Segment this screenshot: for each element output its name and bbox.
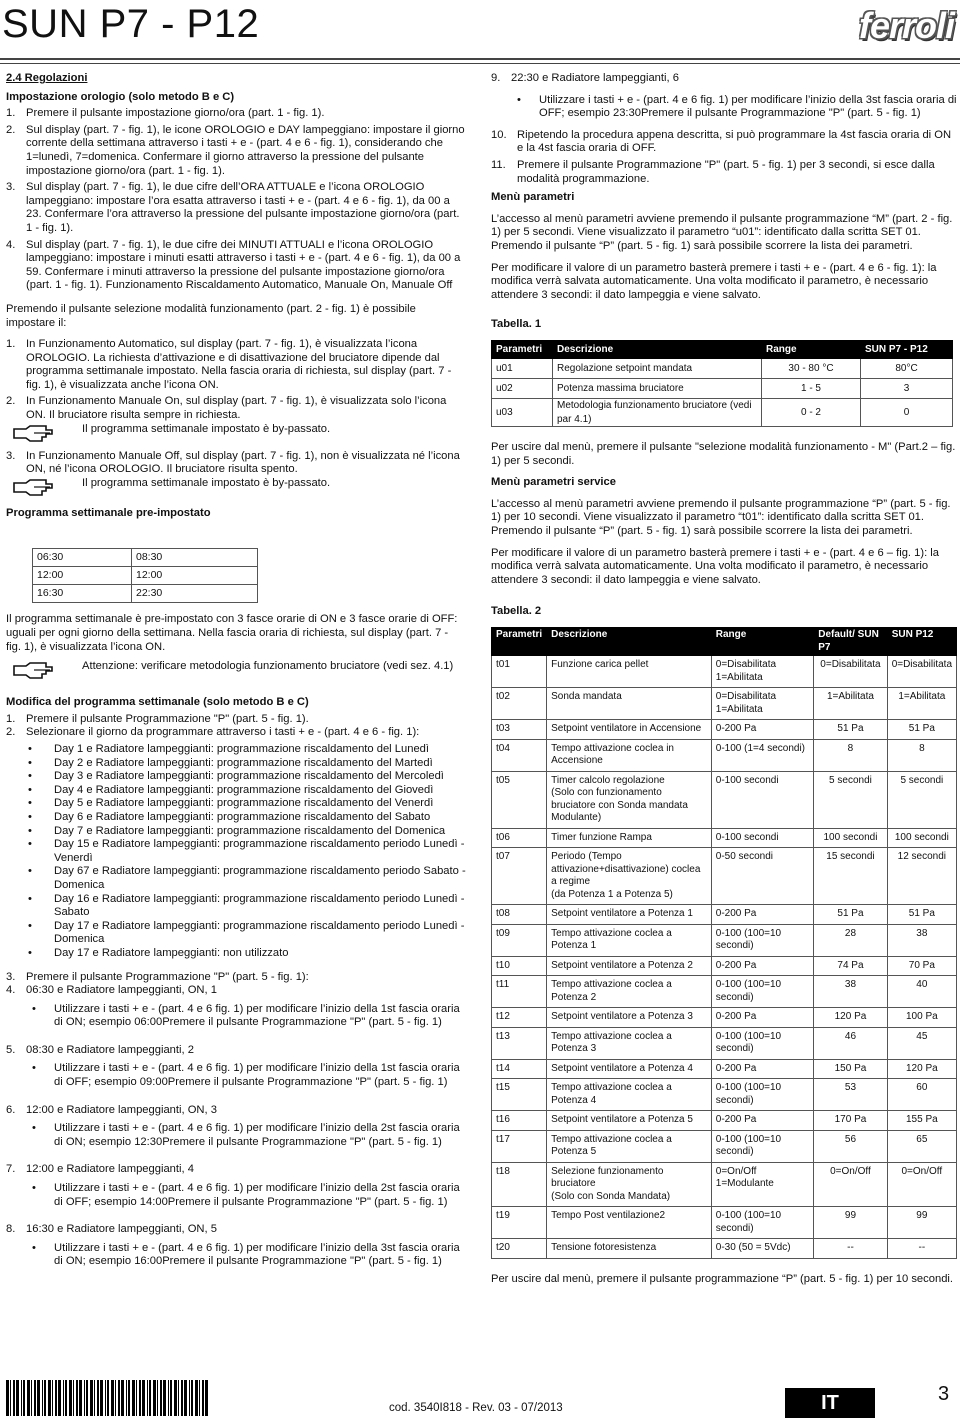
barcode-bar <box>136 1380 137 1416</box>
table-cell: Tempo attivazione coclea a Potenza 3 <box>547 1027 712 1059</box>
slot-heading: 08:30 e Radiatore lampeggianti, 2 <box>26 1043 194 1056</box>
table-cell: Tempo attivazione coclea a Potenza 4 <box>547 1079 712 1111</box>
table-cell: 120 Pa <box>814 1008 887 1028</box>
table-cell: Tensione fotoresistenza <box>547 1239 712 1259</box>
list-item: Day 67 e Radiatore lampeggianti: programmazione riscaldamento periodo Sabato - Domenica <box>54 865 466 891</box>
modify-step: Premere il pulsante Programmazione "P" (part. 5 - fig. 1): <box>26 970 309 983</box>
barcode-bar <box>191 1380 193 1416</box>
barcode-bar <box>205 1380 208 1416</box>
list-item: Day 17 e Radiatore lampeggianti: non utilizzato <box>54 946 289 959</box>
pointing-hand-icon <box>12 423 56 445</box>
note-text: Il programma settimanale impostato è by-passato. <box>82 476 331 489</box>
barcode-bar <box>153 1380 156 1416</box>
list-item: Day 4 e Radiatore lampeggianti: programmazione riscaldamento del Giovedì <box>54 783 434 796</box>
clock-step: Sul display (part. 7 - fig. 1), le icone OROLOGIO e DAY lampeggiano: impostare il giorno corrente della settimana attraverso i tasti + e - (part. 4 e 6 - fig. 1), considerando che 1=lunedì, 7=domenica. Confermare il giorno attraverso la pressione del pulsante impostazione giorno/ora (part. 1 - fig. 1). <box>26 123 465 177</box>
table-cell: 0-100 (100=10 secondi) <box>711 1027 813 1059</box>
table-row <box>492 1059 957 1079</box>
barcode-bar <box>118 1380 120 1416</box>
list-item: Day 2 e Radiatore lampeggianti: programmazione riscaldamento del Martedì <box>54 756 433 769</box>
list-item: Day 17 e Radiatore lampeggianti: programmazione riscaldamento periodo Lunedì - Domenica <box>54 919 465 946</box>
barcode-bar <box>76 1380 78 1416</box>
table-cell: 8 <box>814 739 887 771</box>
mode-manual-off: In Funzionamento Manuale Off, sul display (part. 7 - fig. 1), non è visualizzata né l’icona ON, né l’icona OROLOGIO. Il bruciatore risulta spento. <box>26 449 460 476</box>
table-cell: t07 <box>492 848 547 905</box>
table-cell: 51 Pa <box>887 905 956 925</box>
table-cell: Funzione carica pellet <box>547 656 712 688</box>
table-row <box>492 1027 957 1059</box>
table-row: u01 Regolazione setpoint mandata 30 - 80 °C 80°C <box>492 358 953 378</box>
barcode-bar <box>142 1380 145 1416</box>
table-row <box>492 924 957 956</box>
slot-heading: 16:30 e Radiatore lampeggianti, ON, 5 <box>26 1223 217 1236</box>
barcode-bar <box>58 1380 61 1416</box>
barcode-bar <box>84 1380 85 1416</box>
table-row <box>492 1207 957 1239</box>
barcode-bar <box>199 1380 200 1416</box>
barcode-bar <box>126 1380 127 1416</box>
barcode-bar <box>37 1380 40 1416</box>
note-text: Attenzione: verificare metodologia funzionamento bruciatore (vedi sez. 4.1) <box>82 660 454 673</box>
barcode-bar <box>10 1380 11 1416</box>
slot-heading: 22:30 e Radiatore lampeggianti, 6 <box>511 72 679 84</box>
day-list: • Day 1 e Radiatore lampeggianti: programmazione riscaldamento del Lunedì • Day 2 e Radiatore lampeggianti: programmazione riscaldamento del Martedì • Day 3 e Radiatore lampeggianti: programmazione riscaldamento del Mercoledì • Day 4 e Radiatore lampeggianti: programmazione riscaldamento del Giovedì • Day 5 e Radiatore lampeggianti: programmazione riscaldamento del Venerdì • Day 6 e Radiatore lampeggianti: programmazione riscaldamento del Sabato • Day 7 e Radiatore lampeggianti: programmazione riscaldamento del Domenica • Day 15 e Radiatore lampeggianti: programmazione riscaldamento periodo Lunedì - Venerdì • Day 67 e Radiatore lampeggianti: programmazione riscaldamento periodo Sabato - Domenica • Day 16 e Radiatore lampeggianti: programmazione riscaldamento periodo Lunedì - Sabato • Day 17 e Radiatore lampeggianti: programmazione riscaldamento periodo Lunedì - Domenica • Day 17 e Radiatore lampeggianti: non utilizzato <box>28 743 466 959</box>
table-row <box>492 956 957 976</box>
table-cell: 0=On/Off 1=Modulante <box>711 1162 813 1207</box>
barcode-bar <box>27 1380 30 1416</box>
slot-instruction: Utilizzare i tasti + e - (part. 4 e 6 fig. 1) per modificare l’inizio della 2st fascia oraria di OFF; esempio 14:00Premere il pulsante Programmazione "P" (part. 5 - fig. 1) <box>54 1182 460 1208</box>
modify-step: Selezionare il giorno da programmare attraverso i tasti + e - (part. 4 e 6 - fig. 1): <box>26 726 420 739</box>
header-rule <box>0 58 960 60</box>
table-cell: Setpoint ventilatore a Potenza 3 <box>547 1008 712 1028</box>
table-row <box>492 1162 957 1207</box>
barcode-bar <box>69 1380 72 1416</box>
table-cell: t08 <box>492 905 547 925</box>
note-bypass-1 <box>6 423 466 445</box>
exit-paragraph: Per uscire dal menù, premere il pulsante "selezione modalità funzionamento - M" (Part.2 – fig. 1) per 5 secondi. <box>491 441 956 467</box>
table-cell: 65 <box>887 1130 956 1162</box>
table-cell: 0-100 (100=10 secondi) <box>711 1079 813 1111</box>
table-cell: 0-200 Pa <box>711 905 813 925</box>
barcode-bar <box>42 1380 43 1416</box>
barcode-bar <box>55 1380 57 1416</box>
preset-table <box>32 548 258 603</box>
modify-step: Premere il pulsante Programmazione "P" (part. 5 - fig. 1). <box>26 712 309 725</box>
header-rule-thin <box>0 63 960 64</box>
table-cell: Setpoint ventilatore a Potenza 2 <box>547 956 712 976</box>
clock-step: Sul display (part. 7 - fig. 1), le due cifre dell’ORA ATTUALE e l’icona OROLOGIO lampeggiano: impostare l’ora esatta attraverso i tasti + e - (part. 4 e 6 - fig. 1), da 00 a 23. Confermare l’ora attraverso la pressione del pulsante impostazione giorno/ora (part. 1 - fig. 1). <box>26 181 460 234</box>
table-cell: Tempo attivazione coclea in Accensione <box>547 739 712 771</box>
table-cell: 51 Pa <box>887 720 956 740</box>
barcode-bar <box>178 1380 179 1416</box>
document-code: cod. 3540I818 - Rev. 03 - 07/2013 <box>389 1402 563 1414</box>
barcode-bar <box>44 1380 46 1416</box>
table-row <box>492 688 957 720</box>
table-cell: 5 secondi <box>887 771 956 828</box>
table-cell: t05 <box>492 771 547 828</box>
table-row <box>492 1130 957 1162</box>
table-cell: Setpoint ventilatore a Potenza 4 <box>547 1059 712 1079</box>
table-row: 12:00 12:00 <box>33 567 258 585</box>
clock-steps: 1. Premere il pulsante impostazione giorno/ora (part. 1 - fig. 1). 2. Sul display (part. 7 - fig. 1), le icone OROLOGIO e DAY lampeggiano: impostare il giorno corrente della settimana attraverso i tasti + e - (part. 4 e 6 - fig. 1), considerando che 1=lunedì, 7=domenica. Confermare il giorno attraverso la pressione del pulsante impostazione giorno/ora (part. 1 - fig. 1). 3. Sul display (part. 7 - fig. 1), le due cifre dell’ORA ATTUALE e l’icona OROLOGIO lampeggiano: impostare l’ora esatta attraverso i tasti + e - (part. 4 e 6 - fig. 1), da 00 a 23. Confermare l’ora attraverso la pressione del pulsante impostazione giorno/ora (part. 1 - fig. 1). 4. Sul display (part. 7 - fig. 1), le due cifre dei MINUTI ATTUALI e l’icona OROLOGIO lampeggiano: impostare i minuti esatti attraverso i tasti + e - (part. 4 e 6 - fig. 1), da 00 a 59. Confermare i minuti attraverso la pressione del pulsante impostazione giorno/ora (part. 1 - fig. 1). Funzionamento Riscaldamento Automatico, Manuale On, Manuale Off <box>6 107 465 292</box>
note-bypass-2 <box>6 477 466 499</box>
table-cell: Tempo Post ventilazione2 <box>547 1207 712 1239</box>
table-cell: t03 <box>492 720 547 740</box>
modify-heading: Modifica del programma settimanale (solo metodo B e C) <box>6 696 309 709</box>
note-attention <box>6 660 466 682</box>
table-cell: t20 <box>492 1239 547 1259</box>
table-cell: 28 <box>814 924 887 956</box>
table-cell: 1=Abilitata <box>814 688 887 720</box>
barcode-bar <box>97 1380 99 1416</box>
table-cell: 100 secondi <box>814 828 887 848</box>
section-heading: 2.4 Regolazioni <box>6 72 88 84</box>
barcode-bar <box>121 1380 124 1416</box>
barcode-bar <box>128 1380 130 1416</box>
table-cell: -- <box>814 1239 887 1259</box>
table-cell: 51 Pa <box>814 905 887 925</box>
note-text: Il programma settimanale impostato è by-passato. <box>82 422 331 435</box>
table-cell: 8 <box>887 739 956 771</box>
list-item: Day 15 e Radiatore lampeggianti: programmazione riscaldamento periodo Lunedì - Venerdì <box>54 838 465 864</box>
table-cell: t13 <box>492 1027 547 1059</box>
table-row <box>492 771 957 828</box>
menu-paragraph: L’accesso al menù parametri avviene premendo il pulsante programmazione “M” (part. 2 - fig. 1) per 5 secondi. Viene visualizzato il parametro “u01”: identificato dalla scritta SET 01. Premendo il pulsante “P” (part. 5 - fig. 1) sarà possibile scorrere la lista dei parametri. <box>491 212 953 252</box>
brand-logo: ferroli <box>858 5 954 46</box>
table-cell: 150 Pa <box>814 1059 887 1079</box>
menu-heading: Menù parametri <box>491 191 575 204</box>
table-row <box>492 1111 957 1131</box>
document-title: SUN P7 - P12 <box>2 2 260 46</box>
barcode-bar <box>94 1380 95 1416</box>
barcode-bar <box>34 1380 36 1416</box>
list-item: Day 1 e Radiatore lampeggianti: programmazione riscaldamento del Lunedì <box>54 743 429 755</box>
table-row: u03 Metodologia funzionamento bruciatore (vedi par 4.1) 0 - 2 0 <box>492 398 953 426</box>
table-cell: t16 <box>492 1111 547 1131</box>
table-cell: Setpoint ventilatore a Potenza 1 <box>547 905 712 925</box>
barcode-bar <box>16 1380 19 1416</box>
table-cell: 170 Pa <box>814 1111 887 1131</box>
table-cell: 15 secondi <box>814 848 887 905</box>
service-heading: Menù parametri service <box>491 476 616 489</box>
table-row <box>492 720 957 740</box>
table-cell: Tempo attivazione coclea a Potenza 5 <box>547 1130 712 1162</box>
table-cell: 53 <box>814 1079 887 1111</box>
table-cell: 0-100 secondi <box>711 828 813 848</box>
preset-text: Il programma settimanale è pre-impostato con 3 fasce orarie di ON e 3 fasce orarie di OFF: uguali per ogni giorno della settimana. Nella fascia oraria di richiesta, sul display (part. 7 - fig. 1), è visualizzata l’icona ON. <box>6 613 458 653</box>
table-cell: 12 secondi <box>887 848 956 905</box>
barcode-bar <box>181 1380 183 1416</box>
modify-step: Ripetendo la procedura appena descritta, si può programmare la 4st fascia oraria di ON e la 4st fascia oraria di OFF. <box>517 128 952 155</box>
table-row <box>492 828 957 848</box>
table-header: Parametri Descrizione Range SUN P7 - P12 <box>492 340 953 358</box>
table-cell: 0=Disabilitata 1=Abilitata <box>711 688 813 720</box>
table-cell: 0-100 (100=10 secondi) <box>711 1130 813 1162</box>
table-cell: 120 Pa <box>887 1059 956 1079</box>
barcode-bar <box>52 1380 53 1416</box>
barcode-bar <box>170 1380 172 1416</box>
table-cell: Setpoint ventilatore a Potenza 5 <box>547 1111 712 1131</box>
table-cell: 0-100 (100=10 secondi) <box>711 1207 813 1239</box>
barcode-bar <box>21 1380 22 1416</box>
barcode-bar <box>149 1380 151 1416</box>
table-cell: 40 <box>887 976 956 1008</box>
barcode-bar <box>31 1380 32 1416</box>
slot-instruction: Utilizzare i tasti + e - (part. 4 e 6 fig. 1) per modificare l’inizio della 2st fascia oraria di ON; esempio 12:30Premere il pulsante Programmazione "P" (part. 5 - fig. 1) <box>54 1122 460 1148</box>
table-cell: -- <box>887 1239 956 1259</box>
table-cell: t09 <box>492 924 547 956</box>
table-row: u02 Potenza massima bruciatore 1 - 5 3 <box>492 378 953 398</box>
barcode-bar <box>73 1380 74 1416</box>
barcode-bar <box>147 1380 148 1416</box>
table-cell: Tempo attivazione coclea a Potenza 2 <box>547 976 712 1008</box>
table-cell: 99 <box>887 1207 956 1239</box>
mode-manual-on: In Funzionamento Manuale On, sul display (part. 7 - fig. 1), è visualizzata solo l’icona ON. Il bruciatore risulta sempre in richiesta. <box>26 395 447 422</box>
barcode-bar <box>160 1380 162 1416</box>
table-cell: t11 <box>492 976 547 1008</box>
barcode-bar <box>195 1380 198 1416</box>
slot-heading: 12:00 e Radiatore lampeggianti, ON, 3 <box>26 1103 217 1116</box>
table-cell: 45 <box>887 1027 956 1059</box>
mode-intro: Premendo il pulsante selezione modalità funzionamento (part. 2 - fig. 1) è possibile impostare il: <box>6 302 416 329</box>
table-cell: 0-200 Pa <box>711 720 813 740</box>
table-cell: 5 secondi <box>814 771 887 828</box>
slot-instruction: Utilizzare i tasti + e - (part. 4 e 6 fig. 1) per modificare l’inizio della 1st fascia oraria di ON; esempio 06:00Premere il pulsante Programmazione "P" (part. 5 - fig. 1) <box>54 1002 460 1029</box>
table-cell: 0-50 secondi <box>711 848 813 905</box>
table2-title: Tabella. 2 <box>491 605 542 618</box>
language-badge: IT <box>785 1388 875 1418</box>
table-cell: 0-100 secondi <box>711 771 813 828</box>
table-cell: 155 Pa <box>887 1111 956 1131</box>
barcode-bar <box>189 1380 190 1416</box>
list-item: Day 16 e Radiatore lampeggianti: programmazione riscaldamento periodo Lunedì - Sabato <box>54 892 465 919</box>
table-cell: t02 <box>492 688 547 720</box>
table-cell: 70 Pa <box>887 956 956 976</box>
pointing-hand-icon <box>12 660 56 682</box>
table1-title: Tabella. 1 <box>491 318 542 331</box>
table-row <box>492 1008 957 1028</box>
table-row <box>492 1079 957 1111</box>
table-cell: Timer calcolo regolazione (Solo con funzionamento bruciatore con Sonda mandata Modulante) <box>547 771 712 828</box>
table-row <box>492 1239 957 1259</box>
table-cell: Timer funzione Rampa <box>547 828 712 848</box>
table-cell: 38 <box>814 976 887 1008</box>
table-row: 06:30 08:30 <box>33 549 258 567</box>
barcode-bar <box>86 1380 88 1416</box>
table-cell: t14 <box>492 1059 547 1079</box>
barcode-bar <box>139 1380 141 1416</box>
barcode-bar <box>65 1380 67 1416</box>
left-column: 2.4 Regolazioni Impostazione orologio (solo metodo B e C) 1. Premere il pulsante impostazione giorno/ora (part. 1 - fig. 1). 2. Sul display (part. 7 - fig. 1), le icone OROLOGIO e DAY lampeggiano: impostare il giorno corrente della settimana attraverso i tasti + e - (part. 4 e 6 - fig. 1), considerando che 1=lunedì, 7=domenica. Confermare il giorno attraverso la pressione del pulsante impostazione giorno/ora (part. 1 - fig. 1). 3. Sul display (part. 7 - fig. 1), le due cifre dell’ORA ATTUALE e l’icona OROLOGIO lampeggiano: impostare l’ora esatta attraverso i tasti + e - (part. 4 e 6 - fig. 1), da 00 a 23. Confermare l’ora attraverso la pressione del pulsante impostazione giorno/ora (part. 1 - fig. 1). 4. Sul display (part. 7 - fig. 1), le due cifre dei MINUTI ATTUALI e l’icona OROLOGIO lampeggiano: impostare i minuti esatti attraverso i tasti + e - (part. 4 e 6 - fig. 1), da 00 a 59. Confermare i minuti attraverso la pressione del pulsante impostazione giorno/ora (part. 1 - fig. 1). Funzionamento Riscaldamento Automatico, Manuale On, Manuale Off Premendo il pulsante selezione modalità funzionamento (part. 2 - fig. 1) è possibile impostare il: 1. In Funzionamento Automatico, sul display (part. 7 - fig. 1), è visualizzata l’icona OROLOGIO. La richiesta d’attivazione e di disattivazione del bruciatore dipende dal programma settimanale impostato. Nella fascia oraria di richiesta, sul display (part. 7 - fig. 1), è visualizzata anche l’icona ON. 2. In Funzionamento Manuale On, sul display (part. 7 - fig. 1), è visualizzata solo l’icona ON. Il bruciatore risulta sempre in richiesta. Il programma settimanale impostato è by-passato. 3. In Funzionamento Manuale Off, sul display (part. 7 - fig. 1), non è visualizzata né l’icona ON, né l’icona OROLOGIO. Il bruciatore risulta spento. Il programma settimanale impostato è by-passato. Programma settimanale pre-impostato 06:30 08:30 12:00 12:00 16:30 22:30 Il programma settimanale è pre-impostato con 3 fasce orarie di ON e 3 fasce orarie di OFF: uguali per ogni giorno della settimana. Nella fascia oraria di richiesta, sul display (part. 7 - fig. 1), è visualizzata l’icona ON. Attenzione: verificare metodologia funzionamento bruciatore (vedi sez. 4.1) Modifica del programma settimanale (solo metodo B e C) 1. Premere il pulsante Programmazione "P" (part. 5 - fig. 1). 2. Selezionare il giorno da programmare attraverso i tasti + e - (part. 4 e 6 - fig. 1): • Day 1 e Radiatore lampeggianti: programmazione riscaldamento del Lunedì • Day 2 e Radiatore lampeggianti: programmazione riscaldamento del Martedì • Day 3 e Radiatore lampeggianti: programmazione riscaldamento del Mercoledì • Day 4 e Radiatore lampeggianti: programmazione riscaldamento del Giovedì • Day 5 e Radiatore lampeggianti: programmazione riscaldamento del Venerdì • Day 6 e Radiatore lampeggianti: programmazione riscaldamento del Sabato • Day 7 e Radiatore lampeggianti: programmazione riscaldamento del Domenica • Day 15 e Radiatore lampeggianti: programmazione riscaldamento periodo Lunedì - Venerdì • Day 67 e Radiatore lampeggianti: programmazione riscaldamento periodo Sabato - Domenica • Day 16 e Radiatore lampeggianti: programmazione riscaldamento periodo Lunedì - Sabato • Day 17 e Radiatore lampeggianti: programmazione riscaldamento periodo Lunedì - Domenica • Day 17 e Radiatore lampeggianti: non utilizzato 3. Premere il pulsante Programmazione "P" (part. 5 - fig. 1): 4. 06:30 e Radiatore lampeggianti, ON, 1 • Utilizzare i tasti + e - (part. 4 e 6 fig. 1) per modificare l’inizio della 1st fascia oraria di ON; esempio 06:00Premere il pulsante Programmazione "P" (part. 5 - fig. 1) 5. 08:30 e Radiatore lampeggianti, 2 • Utilizzare i tasti + e - (part. 4 e 6 fig. 1) per modificare l’inizio della 1st fascia oraria di OFF; esempio 09:00Premere il pulsante Programmazione "P" (part. 5 - fig. 1) 6. 12:00 e Radiatore lampeggianti, ON, 3 • Utilizzare i tasti + e - (part. 4 e 6 fig. 1) per modificare l’inizio della 2st fascia oraria di ON; esempio 12:30Premere il pulsante Programmazione "P" (part. 5 - fig. 1) 7. 12:00 e Radiatore lampeggianti, 4 • Utilizzare i tasti + e - (part. 4 e 6 fig. 1) per modificare l’inizio della 2st fascia oraria di OFF; esempio 14:00Premere il pulsante Programmazione "P" (part. 5 - fig. 1) 8. 16:30 e Radiatore lampeggianti, ON, 5 • Utilizzare i tasti + e - (part. 4 e 6 fig. 1) per modificare l’inizio della 3st fascia oraria di ON; esempio 16:00Premere il pulsante Programmazione "P" (part. 5 - fig. 1) <box>6 72 466 1268</box>
table-row <box>492 976 957 1008</box>
slot-heading: 12:00 e Radiatore lampeggianti, 4 <box>26 1163 194 1176</box>
table-cell: t04 <box>492 739 547 771</box>
table-cell: 46 <box>814 1027 887 1059</box>
barcode-bar <box>23 1380 25 1416</box>
barcode-bar <box>157 1380 158 1416</box>
table-cell: 0-200 Pa <box>711 956 813 976</box>
list-item: Day 7 e Radiatore lampeggianti: programmazione riscaldamento del Domenica <box>54 824 446 837</box>
service-paragraph: Per modificare il valore di un parametro basterà premere i tasti + e - (part. 4 e 6 – fig. 1): la modifica verrà salvata automaticamente. Una volta modificato il parametro, è necessario attendere 3 secondi: il dato lampeggia e viene salvato. <box>491 546 940 586</box>
table-cell: t19 <box>492 1207 547 1239</box>
list-item: Day 6 e Radiatore lampeggianti: programmazione riscaldamento del Sabato <box>54 810 431 823</box>
slot-instruction: Utilizzare i tasti + e - (part. 4 e 6 fig. 1) per modificare l’inizio della 1st fascia oraria di OFF; esempio 09:00Premere il pulsante Programmazione "P" (part. 5 - fig. 1) <box>54 1062 460 1089</box>
clock-heading: Impostazione orologio (solo metodo B e C) <box>6 90 235 103</box>
barcode-bar <box>115 1380 116 1416</box>
table-cell: t01 <box>492 656 547 688</box>
barcode-bar <box>100 1380 103 1416</box>
exit-paragraph: Per uscire dal menù, premere il pulsante programmazione “P” (part. 5 - fig. 1) per 10 secondi. <box>491 1272 954 1285</box>
table-row <box>492 739 957 771</box>
table-cell: t12 <box>492 1008 547 1028</box>
table-row: 16:30 22:30 <box>33 585 258 603</box>
modify-step: Premere il pulsante Programmazione "P" (part. 5 - fig. 1) per 3 secondi, si esce dalla modalità programmazione. <box>517 158 935 185</box>
table-cell: Sonda mandata <box>547 688 712 720</box>
table-cell: 0=On/Off <box>814 1162 887 1207</box>
page-number: 3 <box>938 1383 950 1405</box>
slot-list: 4. 06:30 e Radiatore lampeggianti, ON, 1 • Utilizzare i tasti + e - (part. 4 e 6 fig. 1) per modificare l’inizio della 1st fascia oraria di ON; esempio 06:00Premere il pulsante Programmazione "P" (part. 5 - fig. 1) 5. 08:30 e Radiatore lampeggianti, 2 • Utilizzare i tasti + e - (part. 4 e 6 fig. 1) per modificare l’inizio della 1st fascia oraria di OFF; esempio 09:00Premere il pulsante Programmazione "P" (part. 5 - fig. 1) 6. 12:00 e Radiatore lampeggianti, ON, 3 • Utilizzare i tasti + e - (part. 4 e 6 fig. 1) per modificare l’inizio della 2st fascia oraria di ON; esempio 12:30Premere il pulsante Programmazione "P" (part. 5 - fig. 1) 7. 12:00 e Radiatore lampeggianti, 4 • Utilizzare i tasti + e - (part. 4 e 6 fig. 1) per modificare l’inizio della 2st fascia oraria di OFF; esempio 14:00Premere il pulsante Programmazione "P" (part. 5 - fig. 1) 8. 16:30 e Radiatore lampeggianti, ON, 5 • Utilizzare i tasti + e - (part. 4 e 6 fig. 1) per modificare l’inizio della 3st fascia oraria di ON; esempio 16:00Premere il pulsante Programmazione "P" (part. 5 - fig. 1) <box>6 984 466 1269</box>
slot-instruction: Utilizzare i tasti + e - (part. 4 e 6 fig. 1) per modificare l’inizio della 3st fascia oraria di ON; esempio 16:00Premere il pulsante Programmazione "P" (part. 5 - fig. 1) <box>54 1241 460 1268</box>
table-cell: 51 Pa <box>814 720 887 740</box>
mode-auto: In Funzionamento Automatico, sul display (part. 7 - fig. 1), è visualizzata l’icona OROLOGIO. La richiesta d’attivazione e di disattivazione del bruciatore dipende dal programma settimanale impostato. Nella fascia oraria di richiesta, sul display (part. 7 - fig. 1), è visualizzata anche l’icona ON. <box>26 338 452 391</box>
table-cell: 0=Disabilitata <box>887 656 956 688</box>
table-cell: Setpoint ventilatore in Accensione <box>547 720 712 740</box>
right-column: 9. 22:30 e Radiatore lampeggianti, 6 • Utilizzare i tasti + e - (part. 4 e 6 fig. 1) per modificare l’inizio della 3st fascia oraria di OFF; esempio 23:30Premere il pulsante Programmazione "P" (part. 5 - fig. 1) 10. Ripetendo la procedura appena descritta, si può programmare la 4st fascia oraria di ON e la 4st fascia oraria di OFF. 11. Premere il pulsante Programmazione "P" (part. 5 - fig. 1) per 3 secondi, si esce dalla modalità programmazione. Menù parametri L’accesso al menù parametri avviene premendo il pulsante programmazione “M” (part. 2 - fig. 1) per 5 secondi. Viene visualizzato il parametro “u01”: identificato dalla scritta SET 01. Premendo il pulsante “P” (part. 5 - fig. 1) sarà possibile scorrere la lista dei parametri. Per modificare il valore di un parametro basterà premere i tasti + e - (part. 4 e 6 - fig. 1): la modifica verrà salvata automaticamente. Una volta modificato il parametro, è necessario attendere 3 secondi: il dato lampeggia e viene salvato. Tabella. 1 Parametri Descrizione Range SUN P7 - P12 u01 Regolazione setpoint mandata 30 - 80 °C 80°C u02 Potenza massima bruciatore 1 - 5 3 u03 Metodologia funzionamento bruciatore (vedi par 4.1) 0 - 2 0 Per uscire dal menù, premere il pulsante "selezione modalità funzionamento - M" (Part.2 – fig. 1) per 5 secondi. Menù parametri service L’accesso al menù parametri avviene premendo il pulsante programmazione “P” (part. 5 - fig. 1) per 10 secondi. Viene visualizzato il parametro “t01”: identificato dalla scritta SET 01. Premendo il pulsante “P” (part. 5 - fig. 1) sarà possibile scorrere la lista dei parametri. Per modificare il valore di un parametro basterà premere i tasti + e - (part. 4 e 6 – fig. 1): la modifica verrà salvata automaticamente. Una volta modificato il parametro, è necessario attendere 3 secondi: il dato lampeggia e viene salvato. Tabella. 2 Parametri Descrizione Range Default/ SUN P7 SUN P12 t01 Funzione carica pellet 0=Disabilitata 1=Abilitata 0=Disabilitata 0=Disabilitata t02 Sonda mandata 0=Disabilitata 1=Abilitata 1=Abilitata 1=Abilitata t03 Setpoint ventilatore in Accensione 0-200 Pa 51 Pa 51 Pa t04 Tempo attivazione coclea in Accensione 0-100 (1=4 secondi) 8 8 t05 Timer calcolo regolazione (Solo con funzionamento bruciatore con Sonda mandata Modulante) 0-100 secondi 5 secondi 5 secondi t06 Timer funzione Rampa 0-100 secondi 100 secondi 100 secondi t07 Periodo (Tempo attivazione+disattivazione) coclea a regime (da Potenza 1 a Potenza 5) 0-50 secondi 15 secondi 12 secondi t08 Setpoint ventilatore a Potenza 1 0-200 Pa 51 Pa 51 Pa t09 Tempo attivazione coclea a Potenza 1 0-100 (100=10 secondi) 28 38 t10 Setpoint ventilatore a Potenza 2 0-200 Pa 74 Pa 70 Pa t11 Tempo attivazione coclea a Potenza 2 0-100 (100=10 secondi) 38 40 t12 Setpoint ventilatore a Potenza 3 0-200 Pa 120 Pa 100 Pa t13 Tempo attivazione coclea a Potenza 3 0-100 (100=10 secondi) 46 45 t14 Setpoint ventilatore a Potenza 4 0-200 Pa 150 Pa 120 Pa t15 Tempo attivazione coclea a Potenza 4 0-100 (100=10 secondi) 53 60 t16 Setpoint ventilatore a Potenza 5 0-200 Pa 170 Pa 155 Pa t17 Tempo attivazione coclea a Potenza 5 0-100 (100=10 secondi) 56 65 t18 Selezione funzionamento bruciatore (Solo con Sonda Mandata) 0=On/Off 1=Modulante 0=On/Off 0=On/Off t19 Tempo Post ventilazione2 0-100 (100=10 secondi) 99 99 t20 Tensione fotoresistenza 0-30 (50 = 5Vdc) -- -- Per uscire dal menù, premere il pulsante programmazione “P” (part. 5 - fig. 1) per 10 secondi. <box>491 72 957 1285</box>
parameters-table <box>491 340 953 427</box>
slot-instruction: Utilizzare i tasti + e - (part. 4 e 6 fig. 1) per modificare l’inizio della 3st fascia oraria di OFF; esempio 23:30Premere il pulsante Programmazione "P" (part. 5 - fig. 1) <box>539 93 957 120</box>
barcode-bar <box>13 1380 15 1416</box>
pointing-hand-icon <box>12 477 56 499</box>
table-header: Parametri Descrizione Range Default/ SUN P7 SUN P12 <box>492 628 957 656</box>
barcode-bar <box>63 1380 64 1416</box>
barcode-bar <box>174 1380 177 1416</box>
table-cell: 0=Disabilitata 1=Abilitata <box>711 656 813 688</box>
barcode-bar <box>107 1380 109 1416</box>
barcode-bar <box>132 1380 135 1416</box>
table-cell: 100 secondi <box>887 828 956 848</box>
table-cell: Periodo (Tempo attivazione+disattivazione) coclea a regime (da Potenza 1 a Potenza 5) <box>547 848 712 905</box>
barcode-bar <box>163 1380 166 1416</box>
list-item: Day 5 e Radiatore lampeggianti: programmazione riscaldamento del Venerdì <box>54 797 434 810</box>
table-cell: 100 Pa <box>887 1008 956 1028</box>
barcode-bar <box>202 1380 204 1416</box>
barcode-bar <box>6 1380 9 1416</box>
list-item: Day 3 e Radiatore lampeggianti: programmazione riscaldamento del Mercoledì <box>54 770 444 783</box>
table-cell: 0-100 (100=10 secondi) <box>711 924 813 956</box>
table-row <box>492 656 957 688</box>
preset-heading: Programma settimanale pre-impostato <box>6 506 211 519</box>
table-cell: 0-200 Pa <box>711 1111 813 1131</box>
table-cell: t17 <box>492 1130 547 1162</box>
table-cell: Tempo attivazione coclea a Potenza 1 <box>547 924 712 956</box>
barcode-bar <box>168 1380 169 1416</box>
slot-heading: 06:30 e Radiatore lampeggianti, ON, 1 <box>26 984 217 997</box>
table-cell: 0-200 Pa <box>711 1059 813 1079</box>
table-cell: t06 <box>492 828 547 848</box>
table-cell: 38 <box>887 924 956 956</box>
table-cell: t10 <box>492 956 547 976</box>
table-cell: 99 <box>814 1207 887 1239</box>
table-cell: 0-30 (50 = 5Vdc) <box>711 1239 813 1259</box>
table-cell: 0=Disabilitata <box>814 656 887 688</box>
table-row <box>492 905 957 925</box>
table-cell: 1=Abilitata <box>887 688 956 720</box>
service-paragraph: L’accesso al menù parametri avviene premendo il pulsante programmazione “P” (part. 5 - fig. 1) per 10 secondi. Viene visualizzato il parametro “t01”: identificato dalla scritta SET 01. Premendo il pulsante “P” (part. 5 - fig. 1) sarà possibile scorrere la lista dei parametri. <box>491 497 951 538</box>
table-cell: t18 <box>492 1162 547 1207</box>
table-cell: 56 <box>814 1130 887 1162</box>
barcode-bar <box>79 1380 82 1416</box>
table-cell: 0=On/Off <box>887 1162 956 1207</box>
barcode-bar <box>48 1380 51 1416</box>
table-cell: 74 Pa <box>814 956 887 976</box>
barcode-bar <box>111 1380 114 1416</box>
table-cell: 0-100 (100=10 secondi) <box>711 976 813 1008</box>
service-parameters-table <box>491 627 957 1259</box>
table-row <box>492 848 957 905</box>
table-cell: 60 <box>887 1079 956 1111</box>
clock-step: Premere il pulsante impostazione giorno/ora (part. 1 - fig. 1). <box>26 107 325 120</box>
table-cell: Selezione funzionamento bruciatore (Solo con Sonda Mandata) <box>547 1162 712 1207</box>
barcode-image <box>6 1380 211 1416</box>
table-cell: t15 <box>492 1079 547 1111</box>
table-cell: 0-200 Pa <box>711 1008 813 1028</box>
clock-step: Sul display (part. 7 - fig. 1), le due cifre dei MINUTI ATTUALI e l’icona OROLOGIO lampeggiano: impostare i minuti esatti attraverso i tasti + e - (part. 4 e 6 - fig. 1), da 00 a 59. Confermare i minuti attraverso la pressione del pulsante impostazione giorno/ora (part. 1 - fig. 1). Funzionamento Riscaldamento Automatico, Manuale On, Manuale Off <box>26 238 461 292</box>
barcode-bar <box>105 1380 106 1416</box>
table-cell: 0-100 (1=4 secondi) <box>711 739 813 771</box>
barcode-bar <box>184 1380 187 1416</box>
barcode-bar <box>90 1380 93 1416</box>
menu-paragraph: Per modificare il valore di un parametro basterà premere i tasti + e - (part. 4 e 6 - fig. 1): la modifica verrà salvata automaticamente. Una volta modificato il parametro, è necessario attendere 3 secondi: il dato lampeggia e viene salvato. <box>491 261 937 301</box>
